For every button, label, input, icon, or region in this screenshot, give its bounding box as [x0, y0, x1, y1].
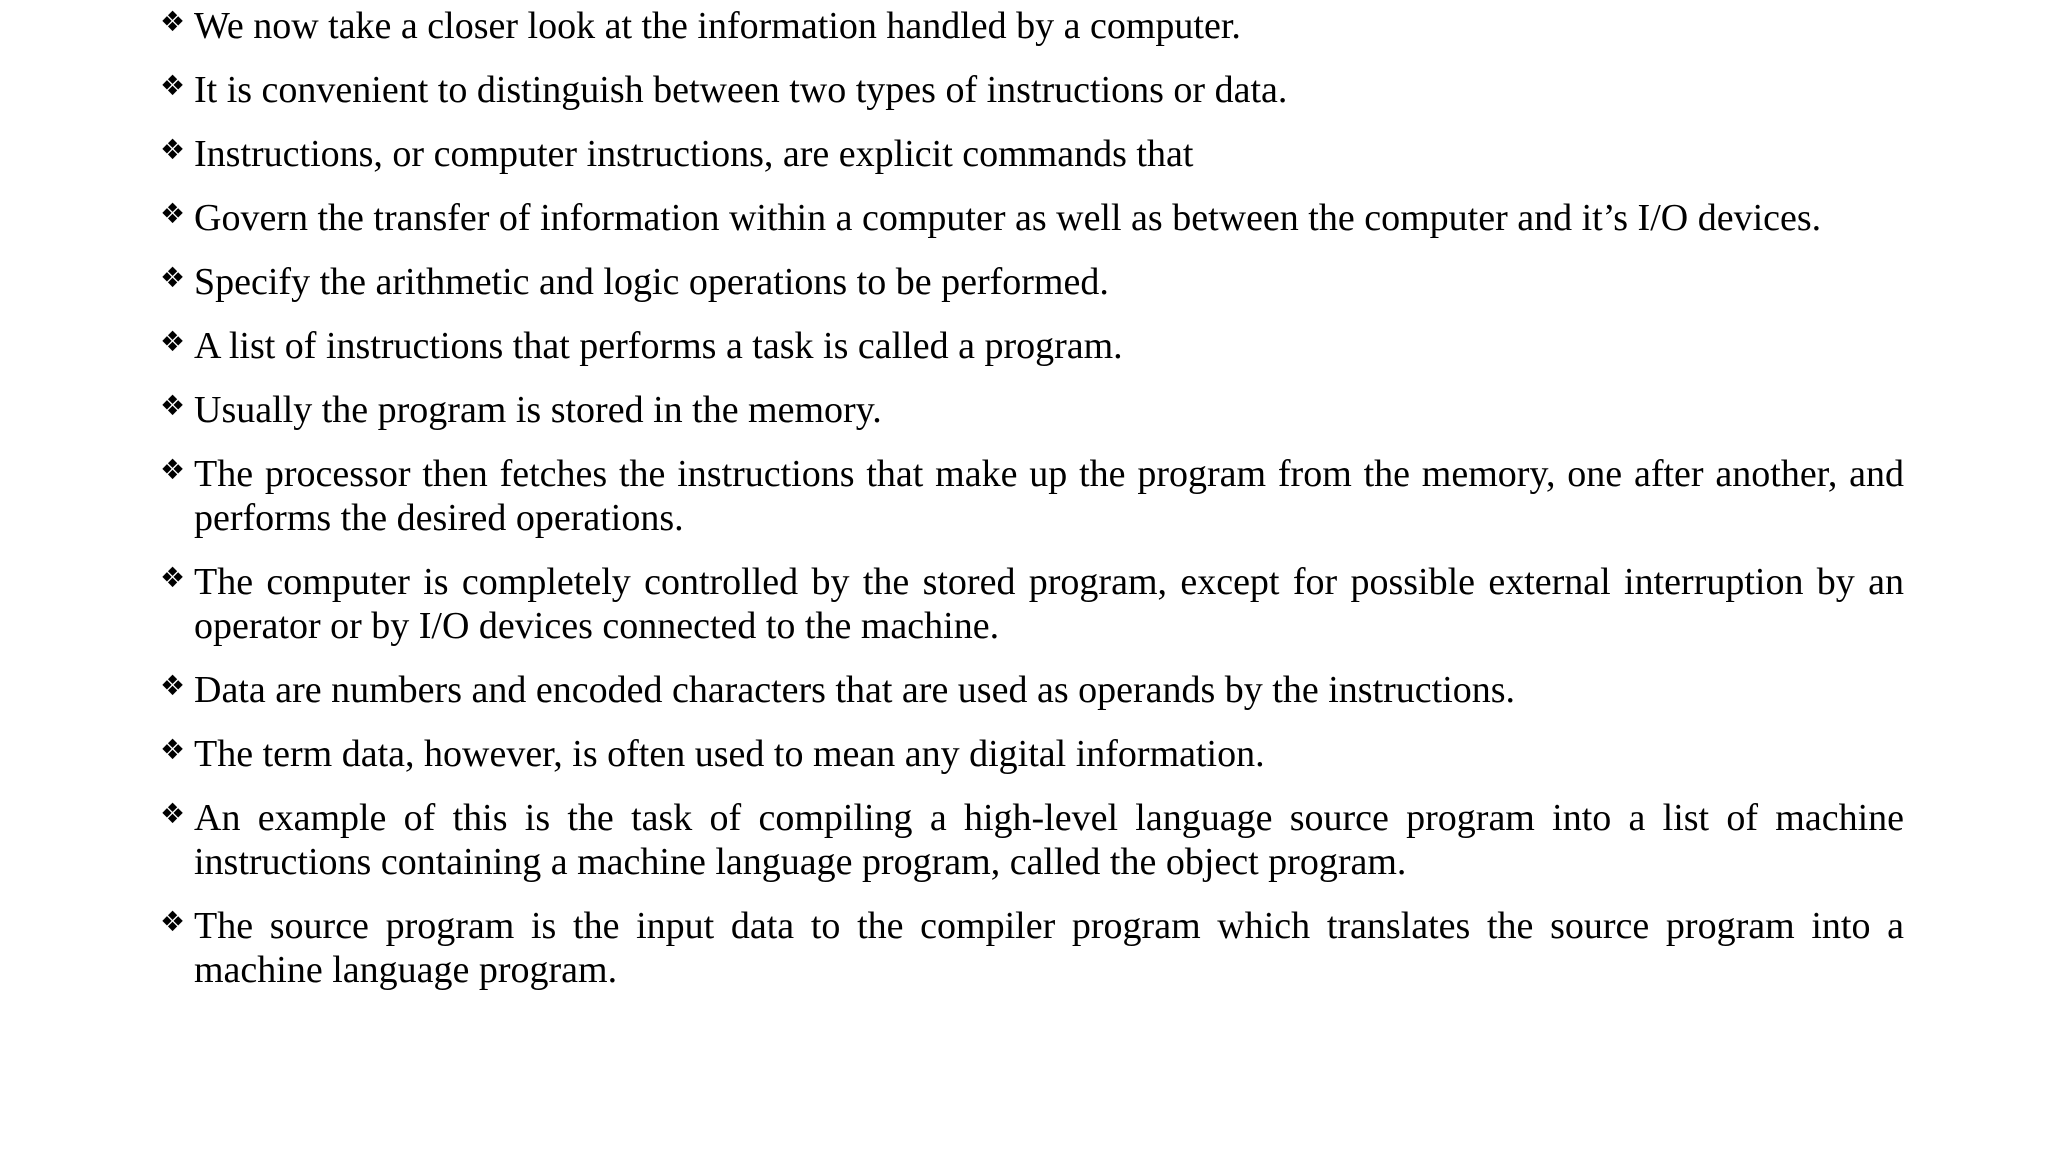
- list-item: [160, 388, 1904, 432]
- diamond-bullet-icon: ❖: [160, 325, 186, 358]
- list-item: [160, 732, 1904, 776]
- diamond-bullet-icon: ❖: [160, 561, 186, 594]
- list-item: [160, 324, 1904, 368]
- bullet-text: We now take a closer look at the information handled by a computer.: [194, 5, 1241, 47]
- diamond-bullet-icon: ❖: [160, 133, 186, 166]
- list-item: [160, 904, 1904, 992]
- list-item: [160, 668, 1904, 712]
- bullet-text: The term data, however, is often used to mean any digital information.: [194, 733, 1265, 775]
- diamond-bullet-icon: ❖: [160, 905, 186, 938]
- list-item: [160, 796, 1904, 884]
- bullet-text: Instructions, or computer instructions, are explicit commands that: [194, 133, 1194, 175]
- diamond-bullet-icon: ❖: [160, 261, 186, 294]
- bullet-text: It is convenient to distinguish between two types of instructions or data.: [194, 69, 1288, 111]
- bullet-text: The processor then fetches the instructions that make up the program from the memory, one after another, and performs the desired operations.: [194, 453, 1904, 539]
- bullet-text: The computer is completely controlled by the stored program, except for possible external interruption by an operator or by I/O devices connected to the machine.: [194, 561, 1904, 647]
- diamond-bullet-icon: ❖: [160, 69, 186, 102]
- diamond-bullet-icon: ❖: [160, 5, 186, 38]
- bullet-text: Data are numbers and encoded characters that are used as operands by the instructions.: [194, 669, 1516, 711]
- diamond-bullet-icon: ❖: [160, 389, 186, 422]
- bullet-text: A list of instructions that performs a task is called a program.: [194, 325, 1123, 367]
- bullet-text: Usually the program is stored in the memory.: [194, 389, 882, 431]
- diamond-bullet-icon: ❖: [160, 453, 186, 486]
- diamond-bullet-icon: ❖: [160, 197, 186, 230]
- list-item: [160, 4, 1904, 48]
- list-item: [160, 132, 1904, 176]
- diamond-bullet-icon: ❖: [160, 797, 186, 830]
- list-item: [160, 452, 1904, 540]
- diamond-bullet-icon: ❖: [160, 669, 186, 702]
- list-item: [160, 196, 1904, 240]
- bullet-list: [160, 4, 1904, 1012]
- bullet-text: Specify the arithmetic and logic operations to be performed.: [194, 261, 1109, 303]
- list-item: [160, 560, 1904, 648]
- bullet-text: Govern the transfer of information within a computer as well as between the computer and it’s I/O devices.: [194, 197, 1822, 239]
- bullet-text: An example of this is the task of compiling a high-level language source program into a list of machine instructions containing a machine language program, called the object program.: [194, 797, 1904, 883]
- list-item: [160, 260, 1904, 304]
- bullet-text: The source program is the input data to the compiler program which translates the source program into a machine language program.: [194, 905, 1904, 991]
- list-item: [160, 68, 1904, 112]
- diamond-bullet-icon: ❖: [160, 733, 186, 766]
